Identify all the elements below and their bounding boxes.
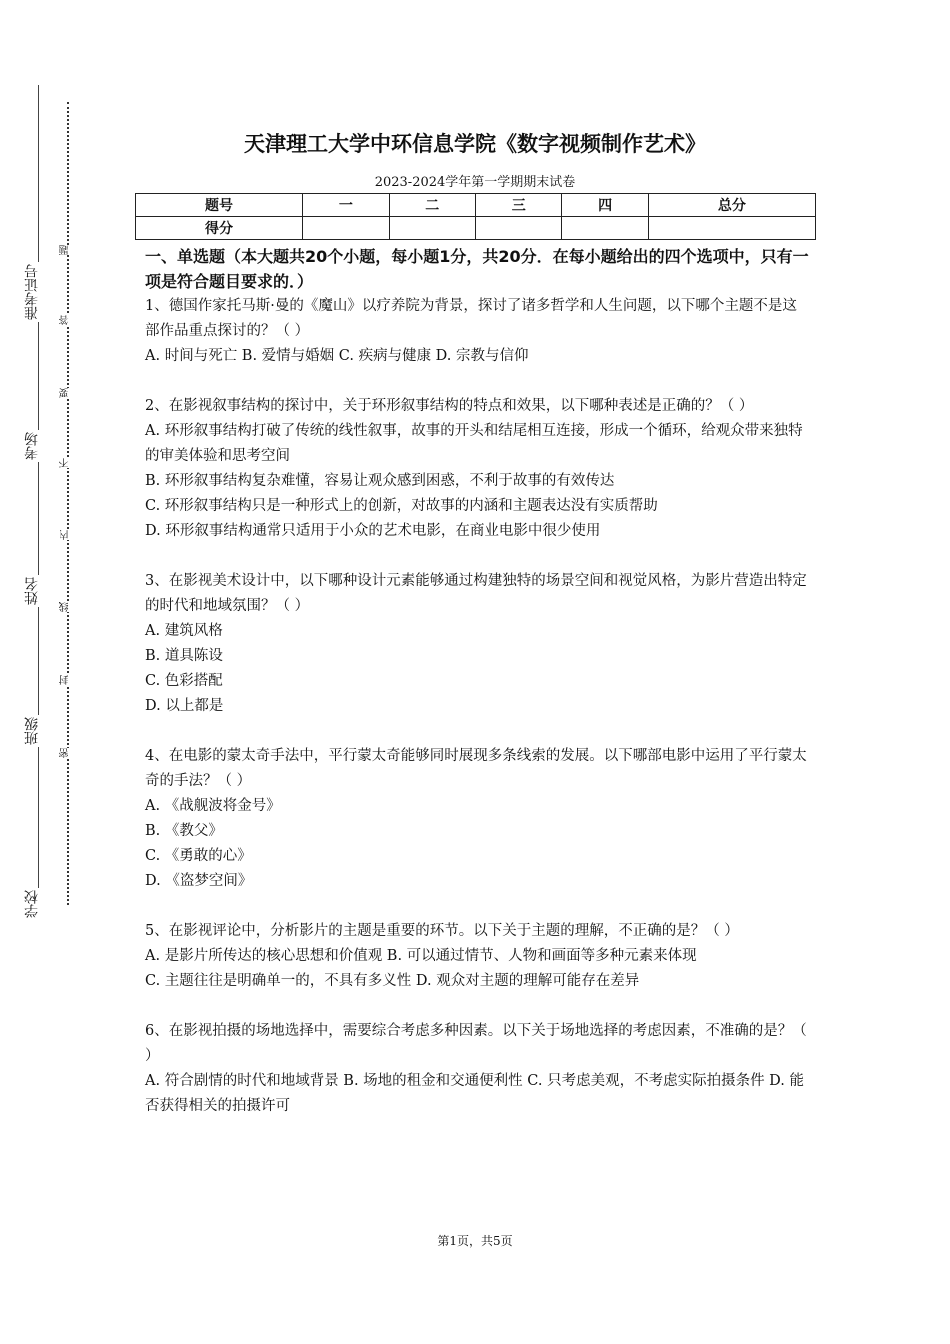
- question-option: B. 环形叙事结构复杂难懂，容易让观众感到困惑，不利于故事的有效传达: [145, 473, 615, 489]
- score-table: [135, 193, 816, 240]
- question-option: A. 建筑风格: [145, 623, 223, 639]
- score-header-cell: 二: [389, 194, 475, 217]
- exam-title: 天津理工大学中环信息学院《数字视频制作艺术》: [244, 132, 706, 156]
- question-2: [145, 394, 810, 544]
- section-heading: 一、单选题（本大题共20个小题，每小题1分，共20分．在每小题给出的四个选项中，只有一项是符合题目要求的．）: [145, 247, 809, 291]
- score-cell: [389, 217, 475, 240]
- seal-char: 要: [60, 388, 74, 398]
- question-4: [145, 744, 810, 894]
- question-option: A. 是影片所传达的核心思想和价值观 B. 可以通过情节、人物和画面等多种元素来体现: [145, 948, 697, 964]
- score-table-score-row: [136, 217, 816, 240]
- seal-char: 内: [60, 530, 74, 540]
- binding-label-name: 姓名: [24, 577, 40, 605]
- question-option: D. 环形叙事结构通常只适用于小众的艺术电影，在商业电影中很少使用: [145, 523, 601, 539]
- question-option: B. 道具陈设: [145, 648, 223, 664]
- seal-char: 题: [60, 245, 74, 255]
- question-option: D. 以上都是: [145, 698, 224, 714]
- binding-label-school: 学校: [24, 890, 40, 918]
- score-cell: [562, 217, 648, 240]
- score-table-header-row: [136, 194, 816, 217]
- question-3: [145, 569, 810, 719]
- score-header-cell: 一: [303, 194, 389, 217]
- question-option: C. 主题往往是明确单一的，不具有多义性 D. 观众对主题的理解可能存在差异: [145, 973, 640, 989]
- exam-subtitle: 2023-2024学年第一学期期末试卷: [374, 175, 576, 190]
- exam-content: [145, 244, 810, 1119]
- score-cell: [475, 217, 561, 240]
- question-option: C. 色彩搭配: [145, 673, 223, 689]
- page-footer: 第1页，共5页: [437, 1234, 513, 1248]
- binding-label-exam-number: 准考证号: [24, 264, 40, 320]
- question-6: [145, 1019, 810, 1119]
- question-option: A. 时间与死亡 B. 爱情与婚姻 C. 疾病与健康 D. 宗教与信仰: [145, 348, 529, 364]
- question-option: A. 符合剧情的时代和地域背景 B. 场地的租金和交通便利性 C. 只考虑美观，不考虑实际拍摄条件 D. 能否获得相关的拍摄许可: [145, 1073, 805, 1114]
- question-option: C. 《勇敢的心》: [145, 848, 252, 864]
- binding-line: [38, 85, 39, 915]
- seal-char: 答: [60, 315, 74, 325]
- seal-char: 密: [60, 748, 74, 758]
- seal-dotted-line: [67, 102, 69, 905]
- question-option: D. 《盗梦空间》: [145, 873, 253, 889]
- score-header-cell: 三: [475, 194, 561, 217]
- score-header-cell: 总分: [648, 194, 815, 217]
- score-header-cell: 题号: [136, 194, 303, 217]
- score-header-cell: 四: [562, 194, 648, 217]
- question-option: B. 《教父》: [145, 823, 223, 839]
- score-row-label: 得分: [136, 217, 303, 240]
- binding-label-class: 班级: [24, 717, 40, 745]
- score-cell: [303, 217, 389, 240]
- question-stem: 5、在影视评论中，分析影片的主题是重要的环节。以下关于主题的理解，不正确的是？（ ）: [145, 923, 739, 939]
- seal-char: 封: [60, 675, 74, 685]
- question-stem: 2、在影视叙事结构的探讨中，关于环形叙事结构的特点和效果，以下哪种表述是正确的？（ ）: [145, 398, 754, 414]
- seal-char: 不: [60, 458, 74, 468]
- question-stem: 6、在影视拍摄的场地选择中，需要综合考虑多种因素。以下关于场地选择的考虑因素，不准确的是？（ ）: [145, 1023, 807, 1064]
- seal-char: 线: [60, 602, 74, 612]
- question-option: A. 环形叙事结构打破了传统的线性叙事，故事的开头和结尾相互连接，形成一个循环，给观众带来独特的审美体验和思考空间: [145, 423, 803, 464]
- score-cell: [648, 217, 815, 240]
- question-5: [145, 919, 810, 994]
- question-option: C. 环形叙事结构只是一种形式上的创新，对故事的内涵和主题表达没有实质帮助: [145, 498, 658, 514]
- question-stem: 3、在影视美术设计中，以下哪种设计元素能够通过构建独特的场景空间和视觉风格，为影片营造出特定的时代和地域氛围？（ ）: [145, 573, 807, 614]
- question-1: [145, 294, 810, 369]
- question-stem: 4、在电影的蒙太奇手法中，平行蒙太奇能够同时展现多条线索的发展。以下哪部电影中运用了平行蒙太奇的手法？（ ）: [145, 748, 807, 789]
- question-stem: 1、德国作家托马斯·曼的《魔山》以疗养院为背景，探讨了诸多哲学和人生问题，以下哪个主题不是这部作品重点探讨的？（ ）: [145, 298, 797, 339]
- binding-label-exam-room: 考场: [24, 432, 40, 460]
- question-option: A. 《战舰波将金号》: [145, 798, 281, 814]
